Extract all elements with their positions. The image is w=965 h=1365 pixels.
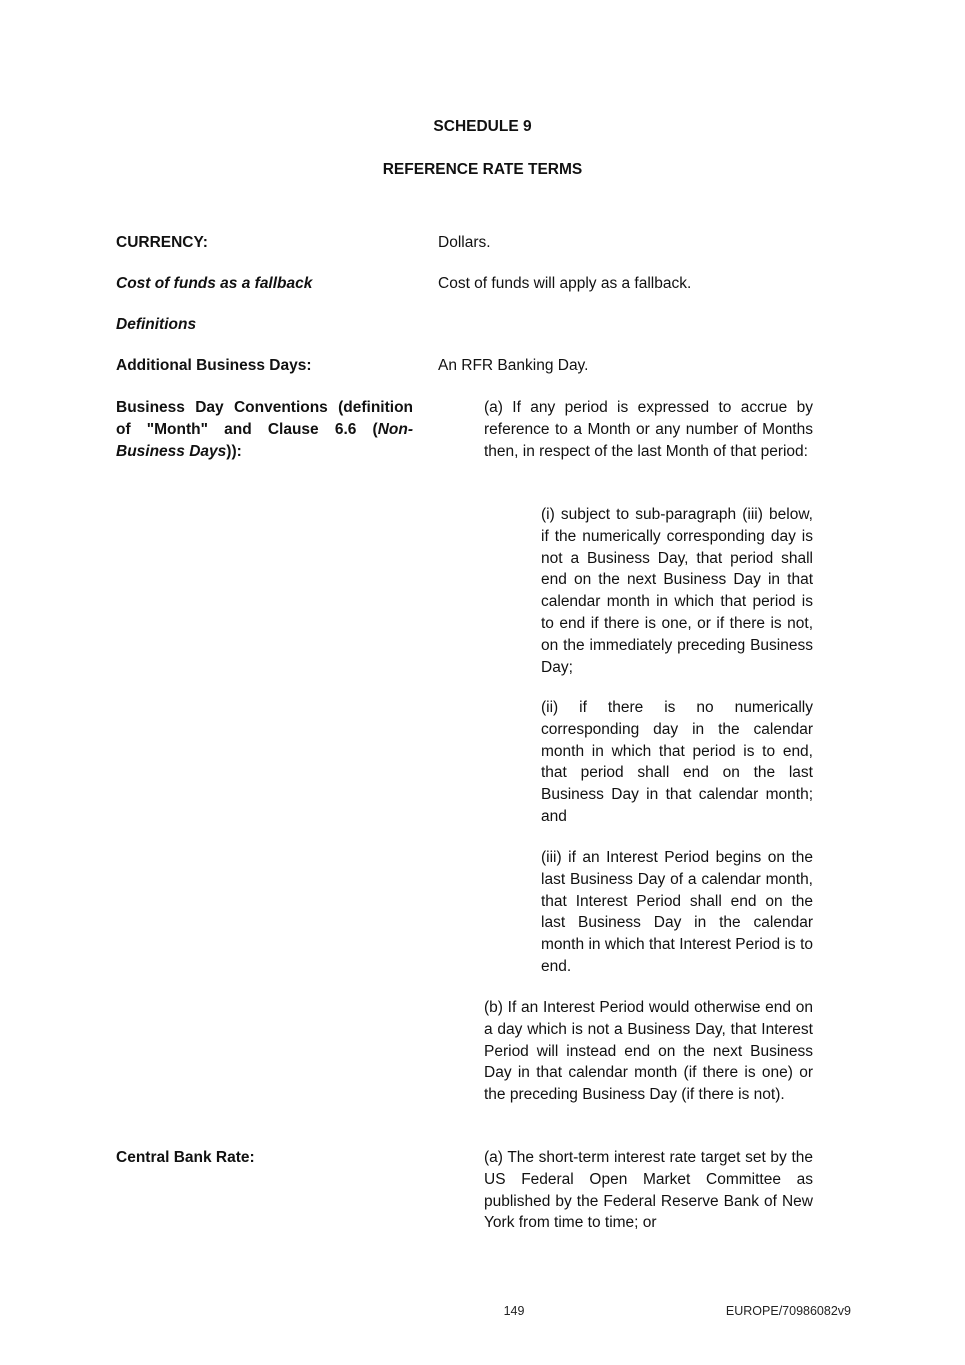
bdc-sub-paragraph-i: (i) subject to sub-paragraph (iii) below, if the numerically corresponding day is not a Business Day, that period shall end on the next Business Day in that calendar month in which that period is to end if there is one, or if there is not, on the immediately preceding Business Day;	[541, 506, 813, 676]
currency-label: CURRENCY:	[116, 234, 208, 251]
bdc-label-part1: Business Day Conventions (definition of "Month" and Clause 6.6 (	[116, 399, 413, 438]
central-bank-rate-label: Central Bank Rate:	[116, 1149, 255, 1166]
cost-of-funds-label: Cost of funds as a fallback	[116, 275, 313, 292]
cost-of-funds-value: Cost of funds will apply as a fallback.	[438, 275, 692, 292]
central-bank-rate-paragraph-a: (a) The short-term interest rate target set by the US Federal Open Market Committee as published by the Federal Reserve Bank of New York from time to time; or	[484, 1149, 813, 1232]
business-day-conventions-label	[116, 397, 413, 462]
currency-value: Dollars.	[438, 234, 491, 251]
section-title: REFERENCE RATE TERMS	[382, 161, 583, 178]
bdc-paragraph-b: (b) If an Interest Period would otherwise end on a day which is not a Business Day, that Interest Period will instead end on the next Business Day in that calendar month (if there is one) or the preceding Business Day (if there is not).	[484, 999, 813, 1104]
bdc-sub-paragraph-ii: (ii) if there is no numerically corresponding day in the calendar month in which that period is to end, that period shall end on the last Business Day in that calendar month; and	[541, 699, 813, 825]
definitions-heading: Definitions	[116, 316, 197, 333]
document-reference: EUROPE/70986082v9	[725, 1304, 851, 1318]
additional-business-days-label: Additional Business Days:	[116, 357, 312, 374]
schedule-title: SCHEDULE 9	[433, 118, 532, 135]
bdc-sub-paragraph-iii: (iii) if an Interest Period begins on the last Business Day of a calendar month, that Interest Period shall end on the last Business Day in the calendar month in which that Interest Period is to end.	[541, 849, 813, 975]
additional-business-days-value: An RFR Banking Day.	[438, 357, 589, 374]
bdc-label-italic: Non-Business Days	[116, 420, 413, 460]
bdc-label-part2: )):	[226, 442, 242, 460]
page-number: 149	[503, 1304, 525, 1318]
bdc-paragraph-a: (a) If any period is expressed to accrue by reference to a Month or any number of Months then, in respect of the last Month of that period:	[484, 399, 813, 460]
